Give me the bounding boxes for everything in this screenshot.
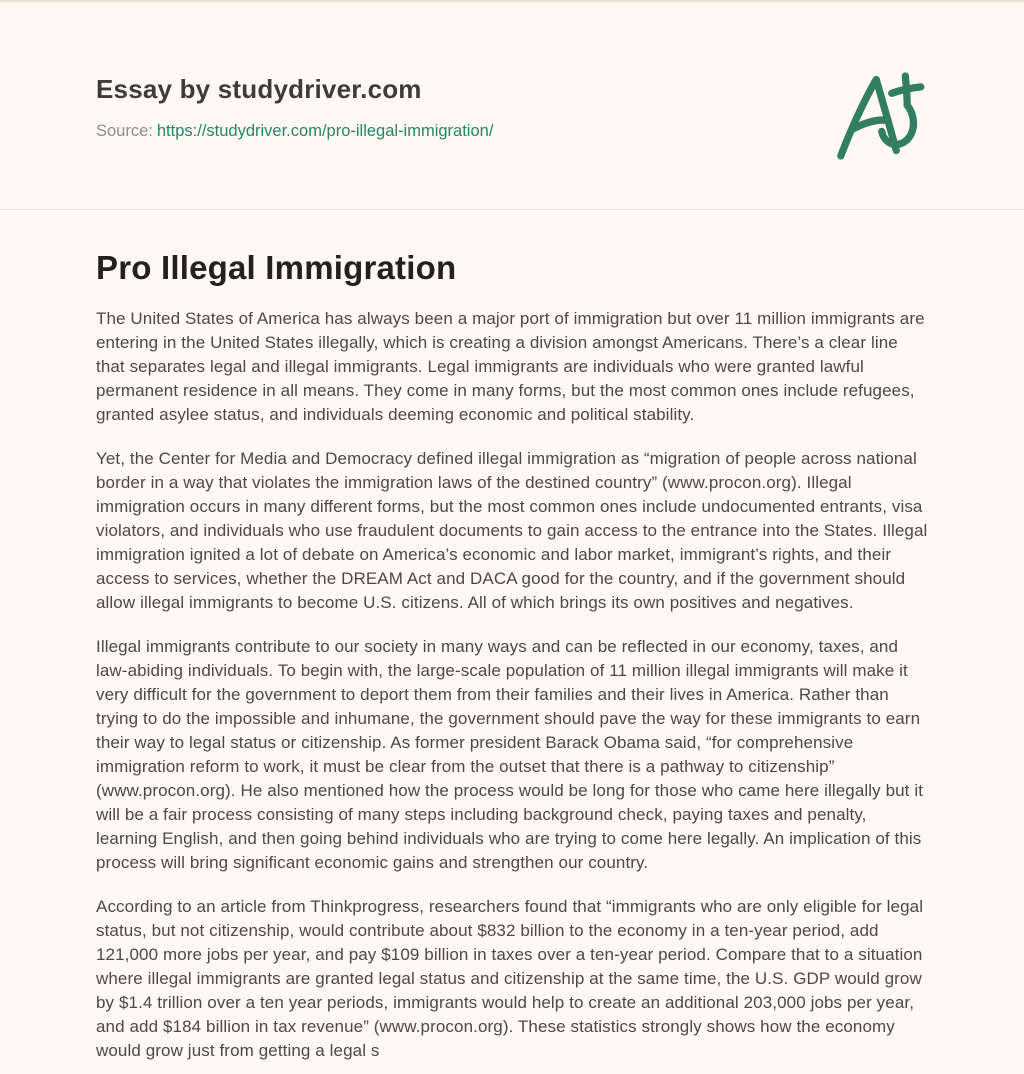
studydriver-logo-icon xyxy=(826,66,932,166)
essay-paragraph: Illegal immigrants contribute to our society in many ways and can be reflected in our economy, taxes, and law-abiding individuals. To begin with, the large-scale population of 11 million illegal immigrants will make it very difficult for the government to deport them from their families and their lives in America. Rather than trying to do the impossible and inhumane, the government should pave the way for these immigrants to earn their way to legal status or citizenship. As former president Barack Obama said, “for comprehensive immigration reform to work, it must be clear from the outset that there is a pathway to citizenship” (www.procon.org). He also mentioned how the process would be long for those who came here illegally but it will be a fair process consisting of many steps including background check, paying taxes and penalty, learning English, and then going behind individuals who are trying to come here legally. An implication of this process will bring significant economic gains and strengthen our country. xyxy=(96,637,924,872)
essay-title: Pro Illegal Immigration xyxy=(96,249,457,286)
essay-paragraph: According to an article from Thinkprogress, researchers found that “immigrants who are only eligible for legal status, but not citizenship, would contribute about $832 billion to the economy in a ten-year period, add 121,000 more jobs per year, and pay $109 billion in taxes over a ten-year period. Compare that to a situation where illegal immigrants are granted legal status and citizenship at the same time, the U.S. GDP would grow by $1.4 trillion over a ten year periods, immigrants would help to create an additional 203,000 jobs per year, and add $184 billion in tax revenue” (www.procon.org). These statistics strongly shows how the economy would grow just from getting a legal s xyxy=(96,897,924,1060)
source-label: Source: xyxy=(96,122,153,140)
essay-paragraph: Yet, the Center for Media and Democracy defined illegal immigration as “migration of people across national border in a way that violates the immigration laws of the destined country” (www.procon.org). Illegal immigration occurs in many different forms, but the most common ones include undocumented entrants, visa violators, and individuals who use fraudulent documents to gain access to the entrance into the States. Illegal immigration ignited a lot of debate on America’s economic and labor market, immigrant’s rights, and their access to services, whether the DREAM Act and DACA good for the country, and if the government should allow illegal immigrants to become U.S. citizens. All of which brings its own positives and negatives. xyxy=(96,449,928,612)
page-title: Essay by studydriver.com xyxy=(96,74,422,104)
source-line xyxy=(96,122,928,141)
document-header xyxy=(96,2,928,141)
header-divider xyxy=(0,209,1024,210)
essay-page xyxy=(0,2,1024,1074)
essay-paragraph: The United States of America has always been a major port of immigration but over 11 million immigrants are entering in the United States illegally, which is creating a division amongst Americans. There’s a clear line that separates legal and illegal immigrants. Legal immigrants are individuals who were granted lawful permanent residence in all means. They come in many forms, but the most common ones include refugees, granted asylee status, and individuals deeming economic and political stability. xyxy=(96,309,925,424)
source-url-link[interactable]: https://studydriver.com/pro-illegal-immigration/ xyxy=(156,122,494,140)
essay-body xyxy=(96,307,928,1063)
